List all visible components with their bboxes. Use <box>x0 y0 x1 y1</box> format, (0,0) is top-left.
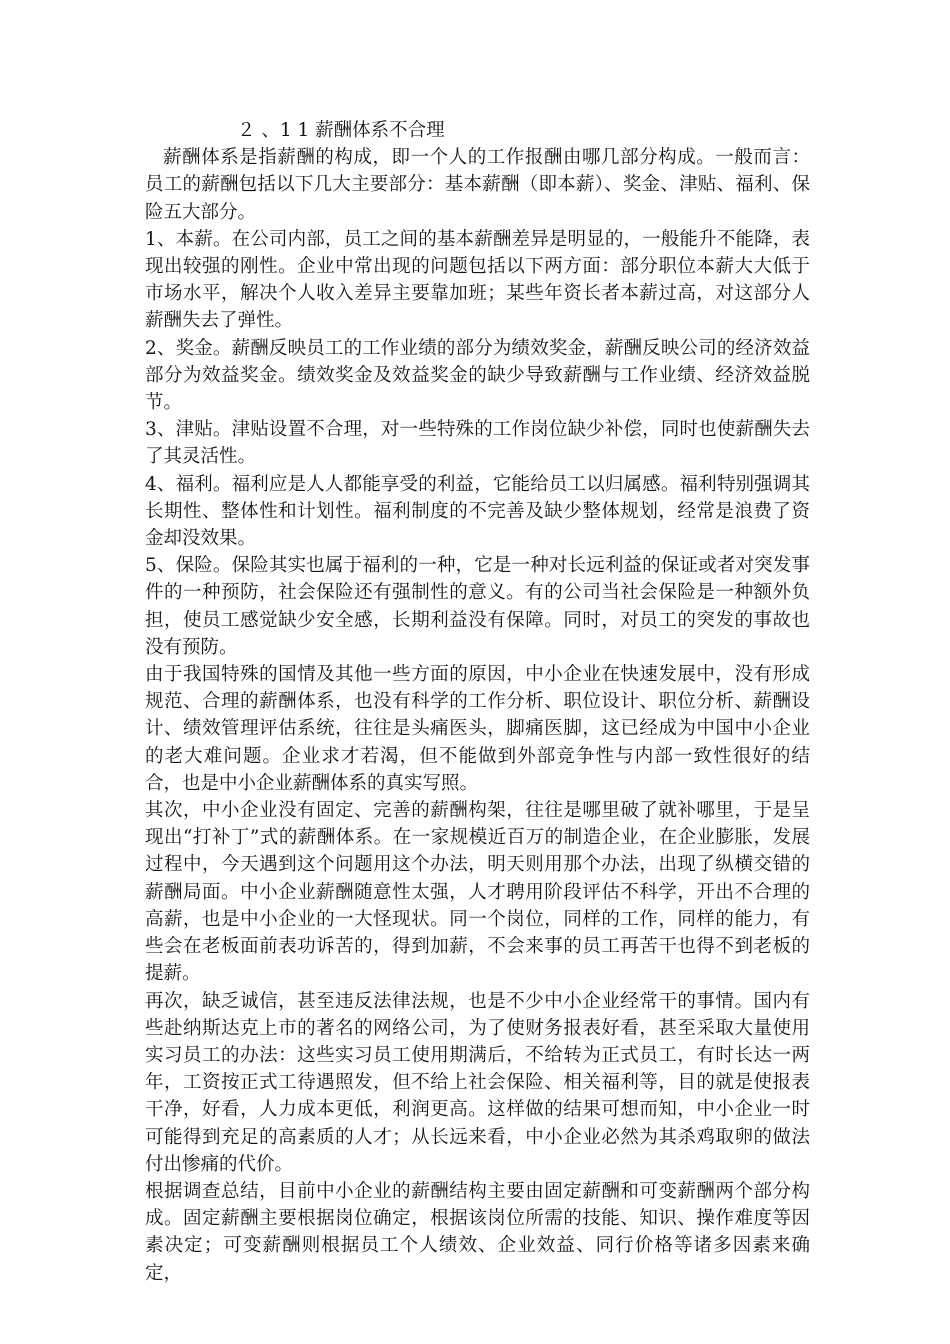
document-body <box>145 117 810 1287</box>
paragraph-bonus: 2、奖金。薪酬反映员工的工作业绩的部分为绩效奖金，薪酬反映公司的经济效益部分为效益奖金。绩效奖金及效益奖金的缺少导致薪酬与工作业绩、经济效益脱节。 <box>145 337 810 414</box>
paragraph-thirdly: 再次，缺乏诚信，甚至违反法律法规，也是不少中小企业经常干的事情。国内有些赴纳斯达克上市的著名的网络公司，为了使财务报表好看，甚至采取大量使用实习员工的办法：这些实习员工使用期满后，不给转为正式员工，有时长达一两年，工资按正式工待遇照发，但不给上社会保险、相关福利等，目的就是使报表干净，好看，人力成本更低，利润更高。这样做的结果可想而知，中小企业一时可能得到充足的高素质的人才；从长远来看，中小企业必然为其杀鸡取卵的做法付出惨痛的代价。 <box>145 990 810 1175</box>
paragraph-insurance: 5、保险。保险其实也属于福利的一种，它是一种对长远利益的保证或者对突发事件的一种预防，社会保险还有强制性的意义。有的公司当社会保险是一种额外负担，使员工感觉缺少安全感，长期利益没有保障。同时，对员工的突发的事故也没有预防。 <box>145 555 810 658</box>
section-title: ２ 、1 1 薪酬体系不合理 <box>237 120 445 141</box>
paragraph-base-salary: 1、本薪。在公司内部，员工之间的基本薪酬差异是明显的，一般能升不能降，表现出较强的刚性。企业中常出现的问题包括以下两方面：部分职位本薪大大低于市场水平，解决个人收入差异主要靠加班；某些年资长者本薪过高，对这部分人薪酬失去了弹性。 <box>145 228 810 332</box>
paragraph-welfare: 4、福利。福利应是人人都能享受的利益，它能给员工以归属感。福利特别强调其长期性、整体性和计划性。福利制度的不完善及缺少整体规划，经常是浪费了资金却没效果。 <box>145 473 810 550</box>
paragraph-national-conditions: 由于我国特殊的国情及其他一些方面的原因，中小企业在快速发展中，没有形成规范、合理的薪酬体系，也没有科学的工作分析、职位设计、职位分析、薪酬设计、绩效管理评估系统，往往是头痛医头，脚痛医脚，这已经成为中国中小企业的老大难问题。企业求才若渴，但不能做到外部竞争性与内部一致性很好的结合，也是中小企业薪酬体系的真实写照。 <box>145 664 810 794</box>
paragraph-survey-summary: 根据调查总结，目前中小企业的薪酬结构主要由固定薪酬和可变薪酬两个部分构成。固定薪酬主要根据岗位确定，根据该岗位所需的技能、知识、操作难度等因素决定；可变薪酬则根据员工个人绩效、企业效益、同行价格等诸多因素来确定， <box>145 1180 810 1284</box>
paragraph-secondly: 其次，中小企业没有固定、完善的薪酬构架，往往是哪里破了就补哪里，于是呈现出“打补丁”式的薪酬体系。在一家规模近百万的制造企业，在企业膨胀，发展过程中，今天遇到这个问题用这个办法，明天则用那个办法，出现了纵横交错的薪酬局面。中小企业薪酬随意性太强，人才聘用阶段评估不科学，开出不合理的高薪，也是中小企业的一大怪现状。同一个岗位，同样的工作，同样的能力，有些会在老板面前表功诉苦的，得到加薪，不会来事的员工再苦干也得不到老板的提薪。 <box>145 800 810 985</box>
paragraph-intro: 薪酬体系是指薪酬的构成，即一个人的工作报酬由哪几部分构成。一般而言：员工的薪酬包括以下几大主要部分：基本薪酬（即本薪）、奖金、津贴、福利、保险五大部分。 <box>145 147 810 223</box>
paragraph-allowance: 3、津贴。津贴设置不合理，对一些特殊的工作岗位缺少补偿，同时也使薪酬失去了其灵活性。 <box>145 419 810 468</box>
